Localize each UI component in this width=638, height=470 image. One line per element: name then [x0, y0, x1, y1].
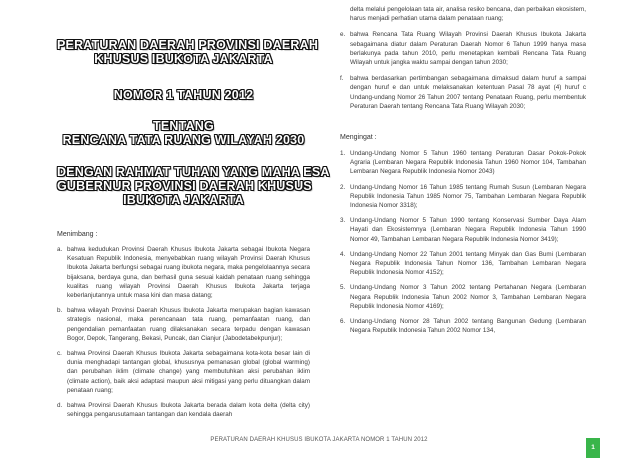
regulation-number: NOMOR 1 TAHUN 2012 [113, 88, 254, 102]
item-text: bahwa Provinsi Daerah Khusus Ibukota Jakarta sebagaimana kota-kota besar lain di dunia menghadapi tantangan global, khususnya pemanasan global (global warming) dan perubahan iklim (climate change) yang membutuhkan aksi perubahan iklim (climate action), baik aksi adaptasi maupun aksi mitigasi yang perlu dituangkan dalam penataan ruang; [67, 350, 310, 394]
item-text: bahwa kedudukan Provinsi Daerah Khusus Ibukota Jakarta sebagai Ibukota Negara Kesatuan Republik Indonesia, menyebabkan ruang wilayah Provinsi Daerah Khusus Ibukota Jakarta berfungsi sebagai ruang ibukota negara, maka pengelolaannya secara bijaksana, berdaya guna, dan berhasil guna sesuai kaidah penataan ruang sehingga kualitas ruang wilayah Provinsi Daerah Khusus Ibukota Jakarta terjaga keberlanjutannya untuk masa kini dan masa datang; [67, 246, 310, 300]
item-marker: 2. [340, 183, 346, 191]
menimbang-item [340, 74, 586, 111]
item-text: Undang-Undang Nomor 22 Tahun 2001 tentang Minyak dan Gas Bumi (Lembaran Negara Republik Indonesia Tahun Nomor 136, Tambahan Lembaran Negara Republik Indonesia Nomor 4152); [350, 250, 586, 277]
item-marker: a. [57, 246, 63, 253]
item-marker: 3. [340, 217, 346, 225]
mengingat-item [340, 250, 586, 278]
item-text: bahwa wilayah Provinsi Daerah Khusus Ibukota Jakarta merupakan bagian kawasan strategis nasional, maka perencanaan tata ruang, pemanfaatan ruang, dan pengendalian pemanfaatan ruang dilaksanakan secara terpadu dengan kawasan Bogor, Depok, Tangerang, Bekasi, Puncak, dan Cianjur (Jabodetabekpunjur); [67, 307, 310, 342]
issuer-line-2: IBUKOTA JAKARTA [123, 193, 244, 207]
item-text: Undang-Undang Nomor 28 Tahun 2002 tentang Bangunan Gedung (Lembaran Negara Republik Indonesia Tahun 2002 Nomor 134, [350, 318, 586, 335]
mengingat-item [340, 216, 586, 244]
item-text: bahwa berdasarkan pertimbangan sebagaimana dimaksud dalam huruf a sampai dengan huruf e dan untuk melaksanakan ketentuan Pasal 78 ayat (4) huruf c Undang-undang Nomor 26 Tahun 2007 tentang Penataan Ruang, perlu membentuk Peraturan Daerah tentang Rencana Tata Ruang Wilayah 2030; [350, 75, 586, 110]
mengingat-label: Mengingat : [340, 134, 377, 142]
page-footer: PERATURAN DAERAH KHUSUS IBUKOTA JAKARTA NOMOR 1 TAHUN 2012 [210, 437, 428, 443]
item-marker: f. [340, 75, 344, 83]
item-text: bahwa Rencana Tata Ruang Wilayah Provinsi Daerah Khusus Ibukota Jakarta sebagaimana diatur dalam Peraturan Daerah Nomor 6 Tahun 1999 hanya masa berlakunya pada tahun 2010, perlu menetapkan kembali Rencana Tata Ruang Wilayah untuk jangka waktu sampai dengan tahun 2030; [350, 31, 586, 67]
title-line-1: PERATURAN DAERAH PROVINSI DAERAH [57, 38, 319, 52]
item-marker: d. [57, 402, 63, 410]
menimbang-item [57, 245, 310, 300]
mengingat-item [340, 283, 586, 311]
document-title [57, 38, 330, 207]
item-marker: e. [340, 31, 346, 39]
left-column [57, 30, 330, 419]
menimbang-item [57, 401, 310, 419]
menimbang-item [57, 349, 310, 395]
menimbang-item [57, 306, 310, 343]
page-number-badge: 1 [586, 438, 600, 458]
mengingat-item [340, 149, 586, 177]
regulation-subject: RENCANA TATA RUANG WILAYAH 2030 [62, 133, 305, 147]
item-marker: b. [57, 307, 63, 315]
item-text: Undang-Undang Nomor 16 Tahun 1985 tentang Rumah Susun (Lembaran Negara Republik Indonesia Tahun 1985 Nomor 75, Tambahan Lembaran Negara Republik Indonesia Nomor 3318); [350, 183, 586, 210]
item-marker: 4. [340, 250, 346, 258]
item-marker: 6. [340, 318, 346, 326]
mengingat-item [340, 317, 586, 335]
issuer-line-1: GUBERNUR PROVINSI DAERAH KHUSUS [57, 179, 312, 193]
item-text: bahwa Provinsi Daerah Khusus Ibukota Jakarta berada dalam kota delta (delta city) sehingga pengarusutamaan tantangan dan kendala daerah [67, 402, 310, 419]
item-marker: c. [57, 350, 62, 358]
menimbang-label: Menimbang : [57, 231, 98, 238]
right-column [340, 5, 586, 335]
continued-text: delta melalui pengelolaan tata air, analisa resiko bencana, dan perbaikan ekosistem, harus menjadi perhatian utama dalam penataan ruang; [350, 6, 586, 23]
title-tentang: TENTANG [153, 119, 214, 133]
mengingat-item [340, 183, 586, 211]
item-text: Undang-Undang Nomor 5 Tahun 1990 tentang Konservasi Sumber Daya Alam Hayati dan Ekosistemnya (Lembaran Negara Republik Indonesia Tahun 1990 Nomor 49, Tambahan Lembaran Negara Republik Indonesia Nomor 3419); [350, 217, 586, 243]
item-marker: 5. [340, 284, 346, 292]
item-text: Undang-Undang Nomor 5 Tahun 1960 tentang Peraturan Dasar Pokok-Pokok Agraria (Lembaran Negara Republik Indonesia Tahun 1960 Nomor 104, Tambahan Lembaran Negara Republik Indonesia Nomor 2043) [350, 150, 586, 176]
invocation-line: DENGAN RAHMAT TUHAN YANG MAHA ESA [57, 165, 330, 179]
item-text: Undang-Undang Nomor 3 Tahun 2002 tentang Pertahanan Negara (Lembaran Negara Republik Indonesia Tahun 2002 Nomor 3, Tambahan Lembaran Negara Republik Indonesia Nomor 4169); [350, 284, 586, 310]
menimbang-item [340, 30, 586, 67]
item-marker: 1. [340, 150, 346, 158]
title-line-2: KHUSUS IBUKOTA JAKARTA [94, 52, 273, 66]
